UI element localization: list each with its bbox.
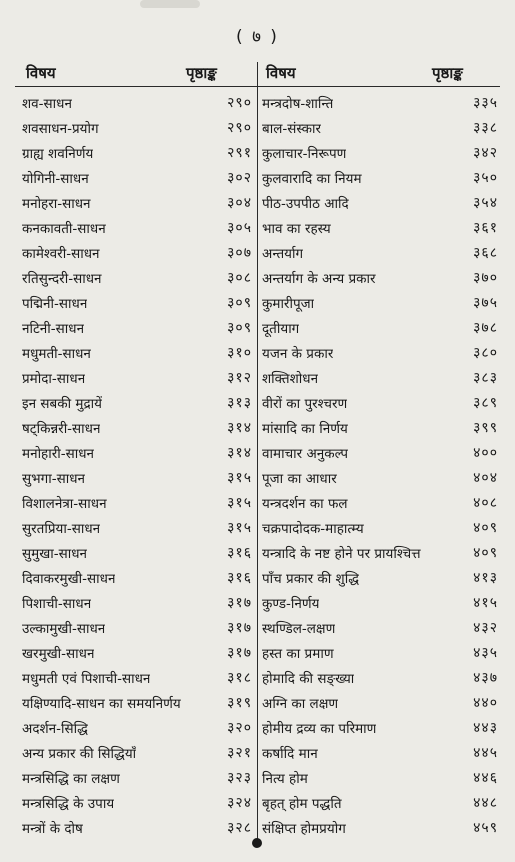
row-page: ३१७ bbox=[227, 620, 252, 636]
contents-row bbox=[22, 465, 252, 490]
row-subject: मधुमती-साधन bbox=[22, 345, 91, 362]
row-page: ४४६ bbox=[473, 770, 498, 786]
contents-row bbox=[262, 315, 498, 340]
contents-row bbox=[262, 515, 498, 540]
contents-row bbox=[22, 515, 252, 540]
contents-row bbox=[22, 765, 252, 790]
row-page: ३०७ bbox=[227, 245, 252, 261]
row-subject: मधुमती एवं पिशाची-साधन bbox=[22, 670, 151, 687]
row-page: ३८९ bbox=[473, 395, 498, 411]
right-subject-header: विषय bbox=[266, 64, 296, 82]
row-subject: वामाचार अनुकल्प bbox=[262, 445, 349, 462]
row-page: ३७८ bbox=[473, 320, 498, 336]
row-subject: कनकावती-साधन bbox=[22, 220, 106, 237]
row-subject: होमादि की सङ्ख्या bbox=[262, 670, 355, 687]
contents-row bbox=[262, 165, 498, 190]
row-page: ४०४ bbox=[473, 470, 498, 486]
row-subject: वीरों का पुरश्चरण bbox=[262, 395, 348, 412]
row-page: ३१५ bbox=[227, 495, 252, 511]
row-page: ३१४ bbox=[227, 445, 252, 461]
row-page: ३३८ bbox=[473, 120, 498, 136]
row-subject: योगिनी-साधन bbox=[22, 170, 89, 187]
contents-row bbox=[22, 265, 252, 290]
contents-row bbox=[22, 815, 252, 840]
row-subject: हस्त का प्रमाण bbox=[262, 645, 334, 662]
contents-row bbox=[22, 790, 252, 815]
row-page: ४०० bbox=[473, 445, 498, 461]
row-subject: विशालनेत्रा-साधन bbox=[22, 495, 107, 512]
row-page: ३७५ bbox=[473, 295, 498, 311]
contents-row bbox=[22, 740, 252, 765]
row-subject: यक्षिण्यादि-साधन का समयनिर्णय bbox=[22, 695, 181, 712]
contents-row bbox=[262, 340, 498, 365]
row-subject: दिवाकरमुखी-साधन bbox=[22, 570, 116, 587]
row-page: ४०८ bbox=[473, 495, 498, 511]
row-subject: कर्षादि मान bbox=[262, 745, 318, 762]
row-subject: शव-साधन bbox=[22, 95, 72, 112]
row-page: २९० bbox=[227, 95, 252, 111]
contents-row bbox=[262, 240, 498, 265]
contents-row bbox=[22, 115, 252, 140]
row-subject: इन सबकी मुद्रायें bbox=[22, 395, 102, 412]
row-subject: मांसादि का निर्णय bbox=[262, 420, 348, 437]
row-page: ३३५ bbox=[473, 95, 498, 111]
row-page: ३०५ bbox=[227, 220, 252, 236]
row-page: ३०२ bbox=[227, 170, 252, 186]
contents-row bbox=[262, 690, 498, 715]
row-subject: बाल-संस्कार bbox=[262, 120, 321, 137]
row-subject: पिशाची-साधन bbox=[22, 595, 92, 612]
row-page: ३१५ bbox=[227, 520, 252, 536]
row-subject: सुरतप्रिया-साधन bbox=[22, 520, 101, 537]
row-subject: शवसाधन-प्रयोग bbox=[22, 120, 99, 137]
row-subject: पूजा का आधार bbox=[262, 470, 337, 487]
row-subject: मन्त्रसिद्धि का लक्षण bbox=[22, 770, 120, 787]
row-page: ३१८ bbox=[227, 670, 252, 686]
row-subject: मनोहरा-साधन bbox=[22, 195, 91, 212]
contents-row bbox=[262, 365, 498, 390]
row-page: २९० bbox=[227, 120, 252, 136]
row-subject: प्रमोदा-साधन bbox=[22, 370, 86, 387]
row-subject: पाँच प्रकार की शुद्धि bbox=[262, 570, 360, 587]
row-page: ४१५ bbox=[473, 595, 498, 611]
contents-row bbox=[22, 640, 252, 665]
row-page: ३१३ bbox=[227, 395, 252, 411]
row-page: ३२४ bbox=[227, 795, 252, 811]
row-subject: स्थण्डिल-लक्षण bbox=[262, 620, 336, 637]
row-subject: पद्मिनी-साधन bbox=[22, 295, 88, 312]
contents-row bbox=[262, 740, 498, 765]
contents-row bbox=[262, 765, 498, 790]
row-subject: पीठ-उपपीठ आदि bbox=[262, 195, 349, 212]
row-page: ३१७ bbox=[227, 645, 252, 661]
row-page: ३१५ bbox=[227, 470, 252, 486]
bottom-dot bbox=[252, 838, 262, 848]
row-page: ३७० bbox=[473, 270, 498, 286]
row-page: ३१९ bbox=[227, 695, 252, 711]
right-page-header: पृष्ठाङ्क bbox=[432, 64, 463, 82]
row-subject: यजन के प्रकार bbox=[262, 345, 334, 362]
contents-row bbox=[22, 240, 252, 265]
row-subject: दूतीयाग bbox=[262, 320, 300, 337]
row-page: ३८० bbox=[473, 345, 498, 361]
row-page: ३४२ bbox=[473, 145, 498, 161]
contents-row bbox=[262, 790, 498, 815]
contents-row bbox=[22, 90, 252, 115]
row-subject: नित्य होम bbox=[262, 770, 308, 787]
row-subject: कुण्ड-निर्णय bbox=[262, 595, 320, 612]
column-divider bbox=[257, 62, 258, 840]
contents-row bbox=[22, 340, 252, 365]
row-subject: षट्किन्नरी-साधन bbox=[22, 420, 101, 437]
row-page: ४४३ bbox=[473, 720, 498, 736]
row-subject: अन्तर्याग के अन्य प्रकार bbox=[262, 270, 376, 287]
contents-row bbox=[22, 140, 252, 165]
contents-row bbox=[262, 290, 498, 315]
contents-row bbox=[262, 490, 498, 515]
contents-row bbox=[262, 140, 498, 165]
row-page: ३५० bbox=[473, 170, 498, 186]
contents-row bbox=[22, 590, 252, 615]
row-subject: अग्नि का लक्षण bbox=[262, 695, 339, 712]
contents-row bbox=[22, 615, 252, 640]
row-subject: कामेश्वरी-साधन bbox=[22, 245, 100, 262]
contents-row bbox=[22, 540, 252, 565]
contents-row bbox=[262, 215, 498, 240]
row-subject: यन्त्रादि के नष्ट होने पर प्रायश्चित्त bbox=[262, 545, 421, 562]
contents-row bbox=[262, 440, 498, 465]
row-page: ४४८ bbox=[473, 795, 498, 811]
row-page: ३१६ bbox=[227, 570, 252, 586]
top-smudge bbox=[140, 0, 200, 8]
contents-row bbox=[22, 215, 252, 240]
contents-row bbox=[262, 465, 498, 490]
row-page: ३१४ bbox=[227, 420, 252, 436]
row-subject: अन्तर्याग bbox=[262, 245, 304, 262]
row-subject: यन्त्रदर्शन का फल bbox=[262, 495, 348, 512]
row-page: ३२१ bbox=[227, 745, 252, 761]
contents-row bbox=[22, 690, 252, 715]
row-subject: होमीय द्रव्य का परिमाण bbox=[262, 720, 377, 737]
row-page: ४५९ bbox=[473, 820, 498, 836]
contents-row bbox=[262, 815, 498, 840]
contents-row bbox=[22, 715, 252, 740]
row-subject: सुभगा-साधन bbox=[22, 470, 86, 487]
row-page: ३०४ bbox=[227, 195, 252, 211]
contents-row bbox=[22, 290, 252, 315]
contents-row bbox=[262, 90, 498, 115]
contents-row bbox=[22, 440, 252, 465]
row-subject: बृहत् होम पद्धति bbox=[262, 795, 342, 812]
contents-row bbox=[262, 565, 498, 590]
row-subject: खरमुखी-साधन bbox=[22, 645, 95, 662]
row-page: ३२८ bbox=[227, 820, 252, 836]
contents-row bbox=[262, 590, 498, 615]
row-subject: चक्रपादोदक-माहात्म्य bbox=[262, 520, 364, 537]
row-subject: मनोहारी-साधन bbox=[22, 445, 95, 462]
row-subject: कुलाचार-निरूपण bbox=[262, 145, 347, 162]
left-subject-header: विषय bbox=[26, 64, 56, 82]
row-subject: संक्षिप्त होमप्रयोग bbox=[262, 820, 346, 837]
contents-row bbox=[262, 115, 498, 140]
row-page: ३२३ bbox=[227, 770, 252, 786]
contents-row bbox=[22, 490, 252, 515]
contents-row bbox=[262, 715, 498, 740]
row-page: ३०९ bbox=[227, 295, 252, 311]
left-contents-column bbox=[22, 90, 252, 840]
row-page: ४३२ bbox=[473, 620, 498, 636]
row-page: ३८३ bbox=[473, 370, 498, 386]
row-subject: कुमारीपूजा bbox=[262, 295, 315, 312]
contents-row bbox=[22, 315, 252, 340]
row-page: ४१३ bbox=[473, 570, 498, 586]
contents-row bbox=[22, 390, 252, 415]
contents-row bbox=[262, 415, 498, 440]
right-contents-column bbox=[262, 90, 498, 840]
row-subject: रतिसुन्दरी-साधन bbox=[22, 270, 102, 287]
row-page: ३२० bbox=[227, 720, 252, 736]
row-subject: शक्तिशोधन bbox=[262, 370, 319, 387]
row-subject: मन्त्रों के दोष bbox=[22, 820, 83, 837]
contents-row bbox=[22, 365, 252, 390]
row-subject: ग्राह्य शवनिर्णय bbox=[22, 145, 94, 162]
row-page: ४४५ bbox=[473, 745, 498, 761]
row-subject: कुलवारादि का नियम bbox=[262, 170, 362, 187]
row-page: ३९९ bbox=[473, 420, 498, 436]
contents-row bbox=[262, 390, 498, 415]
row-subject: नटिनी-साधन bbox=[22, 320, 85, 337]
contents-row bbox=[262, 665, 498, 690]
contents-row bbox=[22, 665, 252, 690]
left-page-header: पृष्ठाङ्क bbox=[186, 64, 217, 82]
row-page: ३०९ bbox=[227, 320, 252, 336]
row-subject: सुमुखा-साधन bbox=[22, 545, 88, 562]
row-subject: उल्कामुखी-साधन bbox=[22, 620, 106, 637]
row-subject: अन्य प्रकार की सिद्धियाँ bbox=[22, 745, 137, 762]
row-subject: मन्त्रदोष-शान्ति bbox=[262, 95, 334, 112]
row-page: ३०८ bbox=[227, 270, 252, 286]
row-page: ४३५ bbox=[473, 645, 498, 661]
contents-row bbox=[22, 190, 252, 215]
row-page: ३६१ bbox=[473, 220, 498, 236]
row-page: ४३७ bbox=[473, 670, 498, 686]
contents-row bbox=[22, 565, 252, 590]
row-page: ३५४ bbox=[473, 195, 498, 211]
contents-row bbox=[262, 190, 498, 215]
row-page: २९१ bbox=[227, 145, 252, 161]
row-subject: मन्त्रसिद्धि के उपाय bbox=[22, 795, 115, 812]
contents-row bbox=[262, 540, 498, 565]
row-page: ३६८ bbox=[473, 245, 498, 261]
contents-row bbox=[262, 265, 498, 290]
row-page: ४०९ bbox=[473, 545, 498, 561]
contents-row bbox=[262, 640, 498, 665]
row-page: ४०९ bbox=[473, 520, 498, 536]
row-page: ३१६ bbox=[227, 545, 252, 561]
contents-row bbox=[262, 615, 498, 640]
row-subject: भाव का रहस्य bbox=[262, 220, 331, 237]
row-page: ३१० bbox=[227, 345, 252, 361]
row-page: ४४० bbox=[473, 695, 498, 711]
contents-row bbox=[22, 415, 252, 440]
row-subject: अदर्शन-सिद्धि bbox=[22, 720, 88, 737]
row-page: ३१७ bbox=[227, 595, 252, 611]
contents-row bbox=[22, 165, 252, 190]
page-number: ( ७ ) bbox=[236, 27, 279, 47]
row-page: ३१२ bbox=[227, 370, 252, 386]
